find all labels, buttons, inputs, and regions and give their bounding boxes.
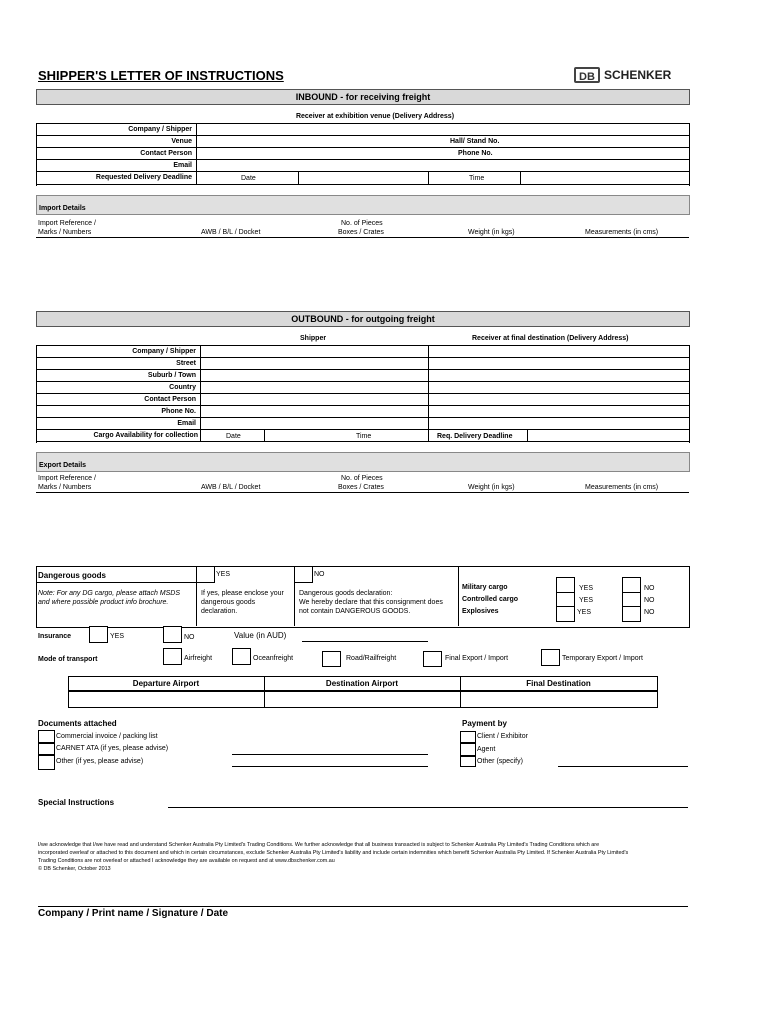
doc-other-checkbox[interactable] bbox=[38, 755, 55, 770]
pay-agent-checkbox[interactable] bbox=[460, 743, 476, 756]
transport-label: Mode of transport bbox=[38, 656, 98, 663]
legal-line-1: I/we acknowledge that I/we have read and understand Schenker Australia Pty Limited's Trading Conditions. We further acknowledge that all business transacted is subject to Schenker Australia Pty Limited's Trading Conditions which are bbox=[38, 842, 600, 848]
transport-airfreight-label: Airfreight bbox=[184, 655, 213, 662]
payment-label: Payment by bbox=[462, 719, 507, 728]
outbound-label-company: Company / Shipper bbox=[132, 348, 196, 355]
doc-advise-input[interactable] bbox=[232, 744, 428, 766]
final-destination-input[interactable] bbox=[461, 693, 656, 706]
export-col-weight: Weight (in kgs) bbox=[468, 484, 515, 491]
inbound-time-label: Time bbox=[469, 175, 485, 182]
legal-line-2: incorporated overleaf or attached to this document and which in certain circumstances, exclude Schenker Australia Pty Limited's liability and include certain indemnities which benefit Schenker Australia Pty Limited. If Schenker Australia Pty Limited's bbox=[38, 850, 629, 856]
dg-no-label: NO bbox=[314, 571, 325, 578]
dangerous-goods-label: Dangerous goods bbox=[38, 571, 107, 580]
transport-ocean-label: Oceanfreight bbox=[253, 655, 294, 662]
outbound-time-label: Time bbox=[356, 433, 372, 440]
inbound-label-email: Email bbox=[173, 162, 192, 169]
import-col-meas: Measurements (in cms) bbox=[585, 229, 659, 236]
db-schenker-logo bbox=[574, 67, 686, 85]
transport-road-label: Road/Railfreight bbox=[346, 655, 397, 662]
outbound-receiver-label: Receiver at final destination (Delivery Address) bbox=[472, 335, 629, 342]
outbound-header: OUTBOUND - for outgoing freight bbox=[291, 314, 435, 324]
controlled-yes-label: YES bbox=[579, 597, 594, 604]
explosives-no-label: NO bbox=[644, 609, 655, 616]
pay-other-checkbox[interactable] bbox=[460, 756, 476, 767]
military-yes-label: YES bbox=[579, 585, 594, 592]
doc-other-label: Other (if yes, please advise) bbox=[56, 758, 144, 765]
explosives-yes-checkbox[interactable] bbox=[556, 606, 575, 622]
dg-note-line2: and where possible product info brochure. bbox=[38, 599, 169, 606]
insurance-yes-label: YES bbox=[110, 633, 125, 640]
inbound-phone-label: Phone No. bbox=[458, 150, 493, 157]
dg-enclose-line3: declaration. bbox=[201, 608, 238, 615]
inbound-hall-label: Hall/ Stand No. bbox=[450, 138, 500, 145]
export-details-area[interactable] bbox=[36, 493, 688, 563]
transport-airfreight-checkbox[interactable] bbox=[163, 648, 182, 665]
page-title: SHIPPER'S LETTER OF INSTRUCTIONS bbox=[38, 68, 284, 83]
import-col-ref: Import Reference / bbox=[38, 220, 96, 227]
import-col-pieces2: Boxes / Crates bbox=[338, 229, 384, 236]
signature-label: Company / Print name / Signature / Date bbox=[38, 908, 229, 919]
import-col-ref2: Marks / Numbers bbox=[38, 229, 92, 236]
export-col-pieces: No. of Pieces bbox=[341, 475, 383, 482]
insurance-no-checkbox[interactable] bbox=[163, 626, 182, 643]
insurance-yes-checkbox[interactable] bbox=[89, 626, 108, 643]
import-details-header: Import Details bbox=[39, 205, 86, 212]
insurance-value-input[interactable] bbox=[302, 629, 428, 641]
outbound-shipper-label: Shipper bbox=[300, 335, 327, 342]
special-instructions-input[interactable] bbox=[168, 795, 688, 807]
military-cargo-label: Military cargo bbox=[462, 584, 508, 591]
dg-yes-label: YES bbox=[216, 571, 231, 578]
pay-other-label: Other (specify) bbox=[477, 758, 523, 765]
outbound-label-phone: Phone No. bbox=[161, 408, 196, 415]
special-instructions-label: Special Instructions bbox=[38, 798, 115, 807]
export-col-ref2: Marks / Numbers bbox=[38, 484, 92, 491]
signature-input[interactable] bbox=[38, 890, 688, 906]
export-col-meas: Measurements (in cms) bbox=[585, 484, 659, 491]
controlled-no-label: NO bbox=[644, 597, 655, 604]
outbound-shipper-fields[interactable] bbox=[201, 346, 427, 428]
explosives-yes-label: YES bbox=[577, 609, 592, 616]
transport-ocean-checkbox[interactable] bbox=[232, 648, 251, 665]
legal-copyright: © DB Schenker, October 2013 bbox=[38, 866, 111, 872]
military-yes-checkbox[interactable] bbox=[556, 577, 575, 593]
inbound-header: INBOUND - for receiving freight bbox=[295, 92, 431, 102]
dg-decl-line3: not contain DANGEROUS GOODS. bbox=[299, 608, 411, 615]
pay-agent-label: Agent bbox=[477, 746, 496, 753]
outbound-date-label: Date bbox=[226, 433, 241, 440]
export-col-pieces2: Boxes / Crates bbox=[338, 484, 384, 491]
military-no-label: NO bbox=[644, 585, 655, 592]
dg-decl-line2: We hereby declare that this consignment does bbox=[299, 599, 443, 606]
transport-final-export-label: Final Export / Import bbox=[445, 655, 509, 662]
import-col-weight: Weight (in kgs) bbox=[468, 229, 515, 236]
outbound-label-street: Street bbox=[176, 360, 196, 367]
documents-label: Documents attached bbox=[38, 719, 117, 728]
inbound-venue-field[interactable] bbox=[197, 136, 447, 147]
destination-airport-header: Destination Airport bbox=[325, 679, 399, 688]
pay-client-label: Client / Exhibitor bbox=[477, 733, 528, 740]
departure-airport-header: Departure Airport bbox=[132, 679, 200, 688]
export-col-awb: AWB / B/L / Docket bbox=[201, 484, 261, 491]
doc-carnet-checkbox[interactable] bbox=[38, 743, 55, 755]
transport-final-export-checkbox[interactable] bbox=[423, 651, 442, 667]
inbound-date-label: Date bbox=[241, 175, 256, 182]
final-destination-header: Final Destination bbox=[526, 679, 591, 688]
legal-text bbox=[38, 841, 688, 873]
inbound-company-field[interactable] bbox=[197, 124, 687, 135]
doc-invoice-label: Commercial invoice / packing list bbox=[56, 733, 158, 740]
explosives-label: Explosives bbox=[462, 608, 499, 615]
military-no-checkbox[interactable] bbox=[622, 577, 641, 593]
pay-client-checkbox[interactable] bbox=[460, 731, 476, 743]
outbound-req-label: Req. Delivery Deadline bbox=[437, 433, 513, 440]
logo-name: SCHENKER bbox=[604, 68, 672, 82]
dg-enclose-line1: If yes, please enclose your bbox=[201, 590, 284, 597]
transport-temp-export-label: Temporary Export / Import bbox=[562, 655, 643, 662]
insurance-value-label: Value (in AUD) bbox=[234, 631, 287, 640]
inbound-header-bar bbox=[36, 89, 690, 105]
doc-carnet-label: CARNET ATA (if yes, please advise) bbox=[56, 745, 169, 752]
outbound-label-suburb: Suburb / Town bbox=[147, 372, 196, 379]
departure-airport-input[interactable] bbox=[69, 693, 263, 706]
export-details-bar bbox=[36, 452, 690, 472]
inbound-subheader: Receiver at exhibition venue (Delivery Address) bbox=[295, 113, 455, 120]
inbound-label-company: Company / Shipper bbox=[128, 126, 192, 133]
db-logo-mark: DB bbox=[574, 67, 600, 83]
destination-airport-input[interactable] bbox=[265, 693, 459, 706]
controlled-cargo-label: Controlled cargo bbox=[462, 596, 519, 603]
import-details-bar bbox=[36, 195, 690, 215]
import-col-pieces: No. of Pieces bbox=[341, 220, 383, 227]
dg-yes-checkbox[interactable] bbox=[196, 566, 215, 583]
import-col-awb: AWB / B/L / Docket bbox=[201, 229, 261, 236]
inbound-contact-field[interactable] bbox=[197, 148, 447, 159]
transport-road-checkbox[interactable] bbox=[322, 651, 341, 667]
dg-decl-line1: Dangerous goods declaration: bbox=[299, 590, 393, 597]
outbound-label-country: Country bbox=[169, 384, 196, 391]
explosives-no-checkbox[interactable] bbox=[622, 606, 641, 622]
outbound-label-cargo: Cargo Availability for collection bbox=[93, 432, 198, 439]
outbound-receiver-fields[interactable] bbox=[429, 346, 687, 428]
inbound-email-field[interactable] bbox=[197, 160, 687, 171]
dg-no-checkbox[interactable] bbox=[294, 566, 313, 583]
doc-invoice-checkbox[interactable] bbox=[38, 730, 55, 743]
transport-temp-export-checkbox[interactable] bbox=[541, 649, 560, 666]
dg-note-line1: Note: For any DG cargo, please attach MSDS bbox=[38, 590, 181, 597]
dg-enclose-line2: dangerous goods bbox=[201, 599, 256, 606]
import-details-area[interactable] bbox=[36, 238, 688, 300]
inbound-label-venue: Venue bbox=[171, 138, 192, 145]
insurance-no-label: NO bbox=[184, 634, 195, 641]
insurance-label: Insurance bbox=[38, 633, 72, 640]
export-details-header: Export Details bbox=[39, 462, 87, 469]
legal-line-3: Trading Conditions are not overleaf or attached I acknowledge they are available on request and at www.dbschenker.com.au bbox=[38, 858, 335, 864]
inbound-label-contact: Contact Person bbox=[140, 150, 192, 157]
outbound-label-email: Email bbox=[177, 420, 196, 427]
outbound-label-contact: Contact Person bbox=[144, 396, 196, 403]
inbound-label-deadline: Requested Delivery Deadline bbox=[95, 174, 192, 181]
outbound-header-bar bbox=[36, 311, 690, 327]
export-col-ref: Import Reference / bbox=[38, 475, 96, 482]
pay-other-input[interactable] bbox=[558, 754, 688, 766]
